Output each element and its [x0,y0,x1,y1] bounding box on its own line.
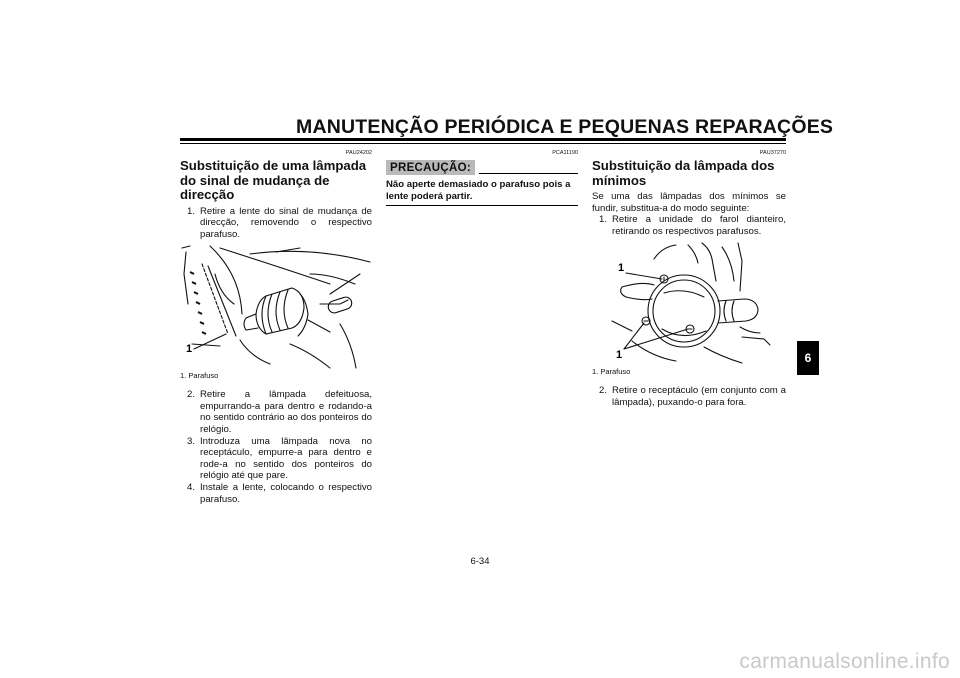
section-code: PAU24202 [345,150,372,156]
steps-list [592,214,786,237]
page-number: 6-34 [470,556,490,567]
section-code: PAU37270 [759,150,786,156]
caution-rule [479,173,578,174]
step-item: 4. Instale a lente, colocando o respectivo parafuso. [186,482,372,505]
figure-caption: 1. Parafuso [180,371,219,381]
turn-signal-illustration [180,244,372,369]
step-item: 1. Retire a unidade do farol dianteiro, retirando os respectivos parafusos. [598,214,786,237]
caution-bottom-rule [386,205,578,206]
caution-label: PRECAUÇÃO: [386,160,475,175]
figure-callout-bottom: 1 [616,349,623,362]
caution-code: PCA11190 [552,150,578,156]
column-position-lamp [592,150,786,409]
steps-list [592,385,786,408]
step-item: 2. Retire a lâmpada defeituosa, empurrando-a para dentro e rodando-a no sentido contrário ao dos ponteiros do relógio. [186,389,372,436]
step-item: 2. Retire o receptáculo (em conjunto com a lâmpada), puxando-o para fora. [598,385,786,408]
caution-text: Não aperte demasiado o parafuso pois a lente poderá partir. [386,179,571,202]
header-rule-thick [180,138,786,141]
column-caution [386,150,578,206]
steps-list [180,206,372,241]
section-heading: Substituição de uma lâmpada do sinal de mudança de direcção [180,158,367,202]
step-item: 3. Introduza uma lâmpada nova no receptáculo, empurre-a para dentro e rode-a no sentido dos ponteiros do relógio até que pare. [186,435,372,482]
steps-list [180,389,372,505]
chapter-tab[interactable]: 6 [797,341,819,375]
figure-callout-top: 1 [618,262,625,275]
headlight-illustration [592,241,786,365]
figure-caption: 1. Parafuso [592,367,631,377]
section-heading: Substituição da lâmpada dos mínimos [592,158,775,188]
caution-header [386,160,578,175]
page-title: MANUTENÇÃO PERIÓDICA E PEQUENAS REPARAÇÕES [296,116,834,138]
intro-text: Se uma das lâmpadas dos mínimos se fundir, substitua-a do modo seguinte: [592,191,786,214]
step-item: 1. Retire a lente do sinal de mudança de direcção, removendo o respectivo parafuso. [186,205,372,240]
column-turn-signal [180,150,372,505]
header-rule-thin [180,143,786,144]
watermark: carmanualsonline.info [739,650,950,673]
figure-callout: 1 [186,343,193,356]
